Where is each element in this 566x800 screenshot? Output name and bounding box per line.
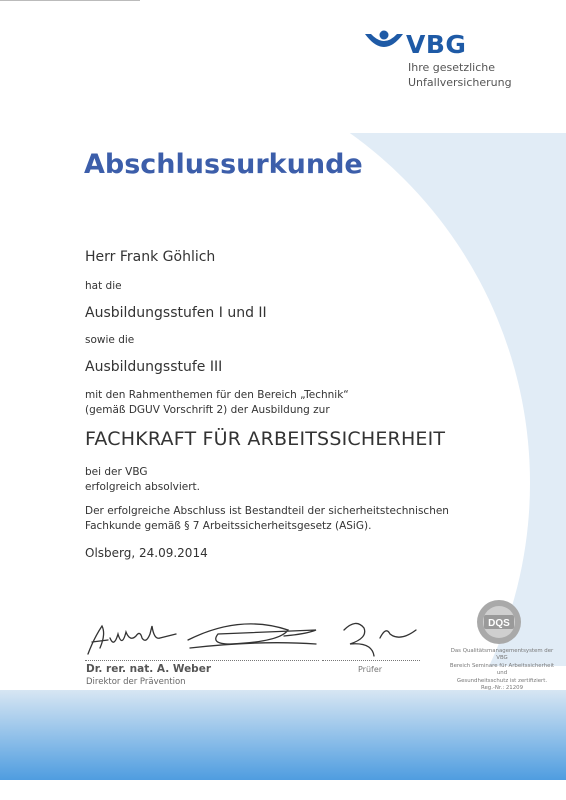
scan-edge-line (0, 0, 140, 1)
examiner-signature-line (322, 660, 420, 661)
signatures-drawing (80, 604, 420, 664)
seal-caption-line2: Bereich Seminare für Arbeitssicherheit und (449, 662, 555, 677)
framework-line-2: (gemäß DGUV Vorschrift 2) der Ausbildung zur (85, 404, 330, 416)
director-title: Direktor der Prävention (86, 677, 186, 687)
director-name: Dr. rer. nat. A. Weber (86, 663, 212, 675)
seal-caption-line3: Gesundheitsschutz ist zertifiziert. (456, 677, 548, 684)
examiner-label: Prüfer (358, 665, 383, 674)
seal-caption-line4: Reg.-Nr.: 21209 (480, 685, 524, 692)
qualification-title: FACHKRAFT FÜR ARBEITSSICHERHEIT (85, 428, 446, 450)
brand-name: VBG (406, 30, 467, 59)
brand-tagline-line2: Unfallversicherung (408, 76, 512, 89)
director-signature (88, 624, 316, 654)
training-level-3: Ausbildungsstufe III (85, 359, 223, 375)
framework-line-1: mit den Rahmenthemen für den Bereich „Technik“ (85, 389, 349, 401)
brand-tagline-line1: Ihre gesetzliche (408, 61, 495, 74)
completed-text: erfolgreich absolviert. (85, 481, 200, 493)
svg-text:DQS: DQS (488, 618, 510, 629)
at-vbg-text: bei der VBG (85, 466, 148, 478)
examiner-signature (344, 623, 416, 656)
training-levels-1-2: Ausbildungsstufen I und II (85, 305, 267, 321)
recipient-name: Herr Frank Göhlich (85, 249, 216, 265)
seal-caption-line1: Das Qualitätsmanagementsystem der VBG (450, 648, 554, 662)
has-the-text: hat die (85, 280, 122, 292)
director-signature-line (85, 660, 319, 661)
footer-gradient-band (0, 690, 566, 780)
as-well-as-text: sowie die (85, 334, 135, 346)
note-line-1: Der erfolgreiche Abschluss ist Bestandteil der sicherheitstechnischen (85, 505, 449, 517)
note-line-2: Fachkunde gemäß § 7 Arbeitssicherheitsgesetz (ASiG). (85, 520, 372, 532)
place-and-date: Olsberg, 24.09.2014 (85, 546, 208, 560)
seal-caption (446, 648, 558, 692)
certificate-title: Abschlussurkunde (84, 149, 363, 180)
certification-seal (463, 598, 535, 646)
vbg-logo-icon (364, 30, 404, 52)
